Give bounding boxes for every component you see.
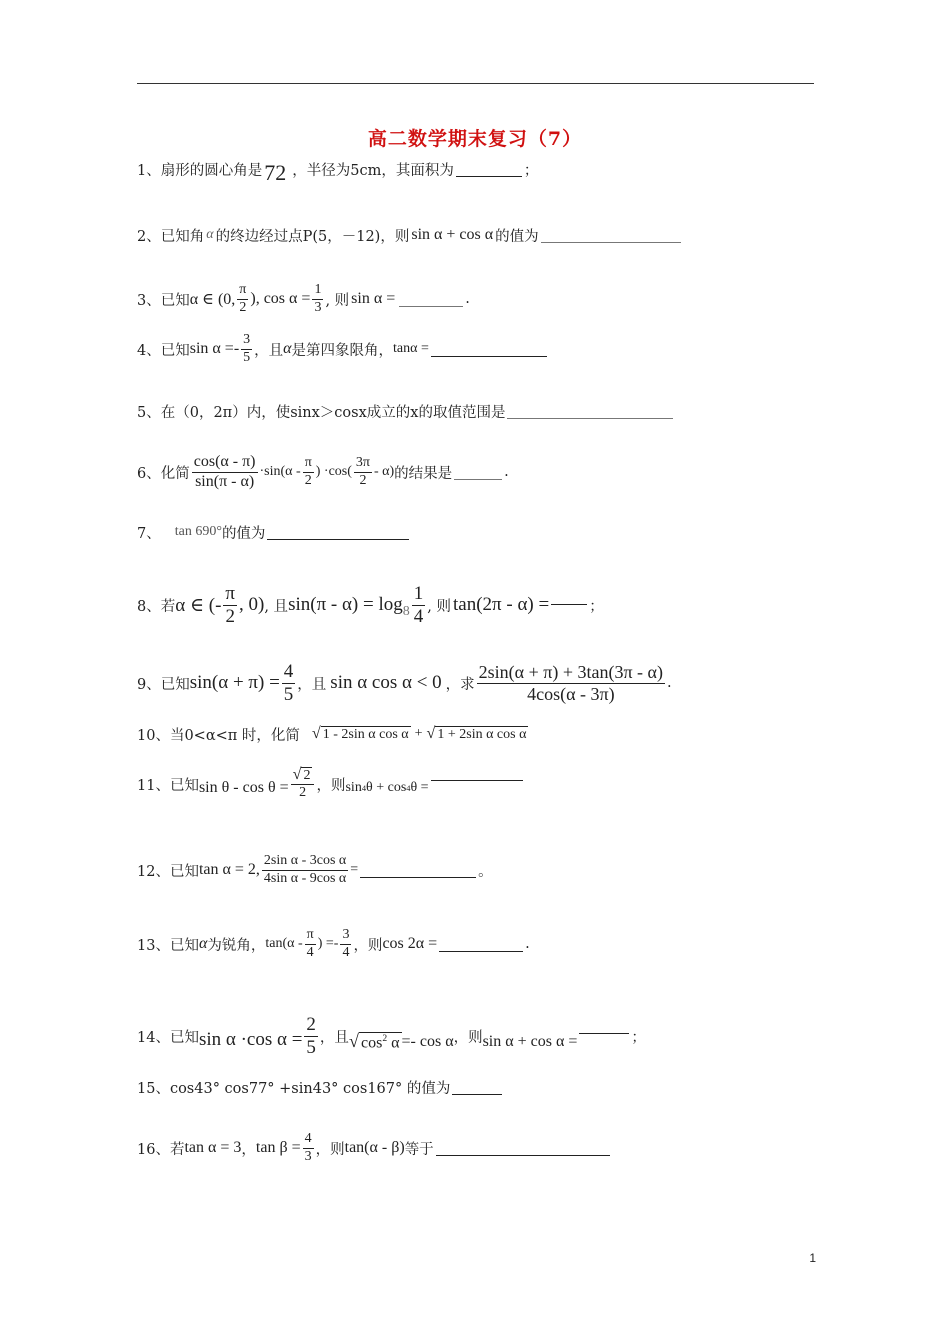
math-expr: cos 2α = [382,935,438,952]
fraction: $\frac{3}{5}$ [243,332,251,365]
math-expr: α [198,935,208,952]
question-12 [137,847,493,893]
question-text: ，半径为5cm，其面积为 [292,162,454,179]
question-number: 7、 [137,525,161,542]
math-subscript: 8 [402,604,410,619]
radical: √ 1 - 2sin α cos α [311,724,409,742]
fraction: $\frac{\pi}{2}$ [239,282,247,315]
question-text: 的终边经过点P(5，－12)，则 [215,228,410,245]
question-number: 15、 [137,1080,170,1097]
question-text: 已知角 [160,228,205,245]
fraction: $\frac{3\pi}{2}$ [355,455,370,488]
question-text: 已知 [160,676,190,693]
question-text: 若 [160,598,176,615]
question-text: . [525,936,530,952]
question-14 [137,1010,646,1062]
question-text: 的值为 [221,525,266,542]
math-expr: tan β = [255,1139,301,1156]
question-number: 2、 [137,228,161,245]
math-operator: + [414,726,423,741]
question-4 [137,328,549,370]
answer-blank[interactable] [431,766,523,781]
math-expr: ) ·cos( [315,464,352,479]
answer-blank[interactable] [456,162,522,177]
question-text: 为锐角， [207,937,266,954]
question-text: 已知 [169,777,199,794]
math-expr: tan(α - β) [344,1139,405,1156]
question-13 [137,922,530,966]
math-expr: sin α ·cos α = [198,1029,303,1050]
math-expr: sin α + cos α = [482,1033,578,1050]
question-text: . [504,464,509,480]
math-expr: α [206,227,214,242]
math-expr: tan α = 2, [198,861,260,878]
math-expr: ), cos α = [250,290,311,307]
math-expr: α ∈ (0, [189,291,236,308]
question-text: ，且 [254,342,284,359]
math-expr: tan α = 3 [184,1139,242,1156]
math-expr: ) =- [317,936,339,951]
math-expr: α [283,340,292,357]
question-text: 已知 [169,863,199,880]
question-text: 已知 [160,342,190,359]
answer-blank[interactable] [579,1019,629,1034]
fraction: $\frac{\pi}{4}$ [306,927,314,960]
fraction: $\frac{2\sin(\alpha + \pi) + 3\tan(3\pi - \alpha)}{4\cos(\alpha - 3\pi)}$ [478,661,663,704]
question-text: ； [631,1029,646,1046]
math-expr: 72 [264,160,287,185]
question-text: , 则 [325,292,350,309]
question-text: 。 [478,863,493,880]
answer-blank[interactable] [439,937,523,952]
question-number: 14、 [137,1029,170,1046]
math-expr: sin(α + π) = [189,672,280,693]
fraction: $\frac{\text{2sin α - 3cos α}}{\text{4sin α - 9cos α}}$ [263,853,347,886]
answer-blank[interactable] [551,594,587,605]
math-expr: sin α = [351,290,396,307]
question-number: 11、 [137,777,170,794]
question-text: 在（0，2π）内，使sinx＞cosx成立的x的取值范围是 [160,404,506,421]
fraction: $\frac{2}{5}$ [306,1013,316,1058]
question-number: 6、 [137,465,161,482]
question-text: ； [589,598,604,615]
question-number: 12、 [137,863,170,880]
answer-blank[interactable] [267,525,409,540]
question-text: ，且 [297,676,327,693]
answer-blank[interactable] [507,404,673,419]
question-11 [137,760,525,808]
fraction: $\frac{1}{3}$ [314,282,322,315]
page-number: 1 [809,1251,816,1265]
question-text: ，求 [445,676,475,693]
question-6 [137,450,509,494]
question-16 [137,1124,612,1172]
question-number: 5、 [137,404,161,421]
fraction: $\frac{1}{4}$ [413,582,424,627]
answer-blank[interactable] [454,465,502,480]
question-number: 8、 [137,598,161,615]
radical: √ 1 + 2sin α cos α [426,724,527,742]
question-5 [137,399,675,423]
question-number: 3、 [137,292,161,309]
math-expr: = [350,862,359,877]
question-text: 扇形的圆心角是 [160,162,263,179]
question-text: cos43° cos77° +sin43° cos167° 的值为 [169,1080,451,1097]
answer-blank[interactable] [452,1080,502,1095]
question-7 [137,520,411,544]
question-text: 等于 [404,1141,434,1158]
question-text: 化简 [160,465,190,482]
question-text: . [465,291,470,307]
fraction: $\frac{3}{4}$ [342,927,350,960]
question-text: ，则 [453,1029,483,1046]
question-10 [137,722,528,746]
question-number: 1、 [137,162,161,179]
math-expr: tan(2π - α) = [452,594,550,615]
question-number: 10、 [137,727,170,744]
fraction: $\frac{4}{3}$ [304,1131,312,1164]
page-title: 高二数学期末复习（7） [367,128,583,150]
math-expr: sin α + cos α [411,226,494,243]
question-text: ， [241,1141,256,1158]
math-expr: tanα = [393,341,429,356]
question-text: ，则 [353,937,383,954]
fraction: $\frac{\pi}{2}$ [225,582,236,627]
math-expr: =- cos α [401,1033,454,1050]
question-1 [137,154,538,184]
fraction: √ 2 2 [291,767,315,801]
question-text: . [666,675,672,691]
header-rule [137,83,814,84]
math-expr: tan 690° [174,524,222,539]
question-text: , 则 [427,598,451,615]
math-expr: sin α cos α < 0 [330,672,442,693]
question-text: 的结果是 [394,465,453,482]
math-expr: α ∈ (- [175,594,222,616]
question-text: 已知 [169,937,199,954]
question-number: 13、 [137,937,170,954]
math-expr: sin θ - cos θ = [198,779,289,796]
question-number: 4、 [137,342,161,359]
question-text: 是第四象限角， [291,342,394,359]
math-expr: sin α =- [189,340,240,357]
fraction: $\frac{4}{5}$ [283,660,294,705]
fraction: $\frac{\pi}{2}$ [304,455,312,488]
question-text: 已知 [169,1029,199,1046]
question-text: , 且 [264,598,289,615]
math-expr: tan(α - [265,936,303,951]
question-text: ，且 [319,1029,349,1046]
answer-blank[interactable] [541,228,681,243]
question-number: 9、 [137,676,161,693]
radical: √ $\cos^2 \alpha$ [348,1030,400,1052]
answer-blank[interactable] [399,292,463,307]
math-expr: sin(π - α) = log [288,594,403,615]
question-number: 16、 [137,1141,170,1158]
question-text: ； [523,162,539,179]
math-expr: , 0) [239,594,265,615]
question-text: 已知 [160,292,190,309]
question-text: 的值为 [495,228,539,245]
question-2 [137,223,683,247]
math-expr: ·sin(α - [259,464,301,479]
answer-blank[interactable] [360,863,476,878]
question-text: 当0<α<π 时，化简 [169,727,300,744]
math-expr: - α) [374,464,395,479]
answer-blank[interactable] [436,1141,610,1156]
math-expr: sin 4 θ + cos 4 θ = [345,780,429,795]
question-9 [137,658,672,708]
answer-blank[interactable] [431,342,547,357]
question-text: ，则 [315,1141,345,1158]
question-3 [137,278,470,320]
fraction: $\frac{\cos(\alpha - \pi)}{\sin(\pi - \alpha)}$ [193,453,256,490]
question-text: ，则 [316,777,346,794]
question-text: 若 [169,1141,185,1158]
question-15 [137,1075,504,1099]
question-8 [137,580,604,630]
